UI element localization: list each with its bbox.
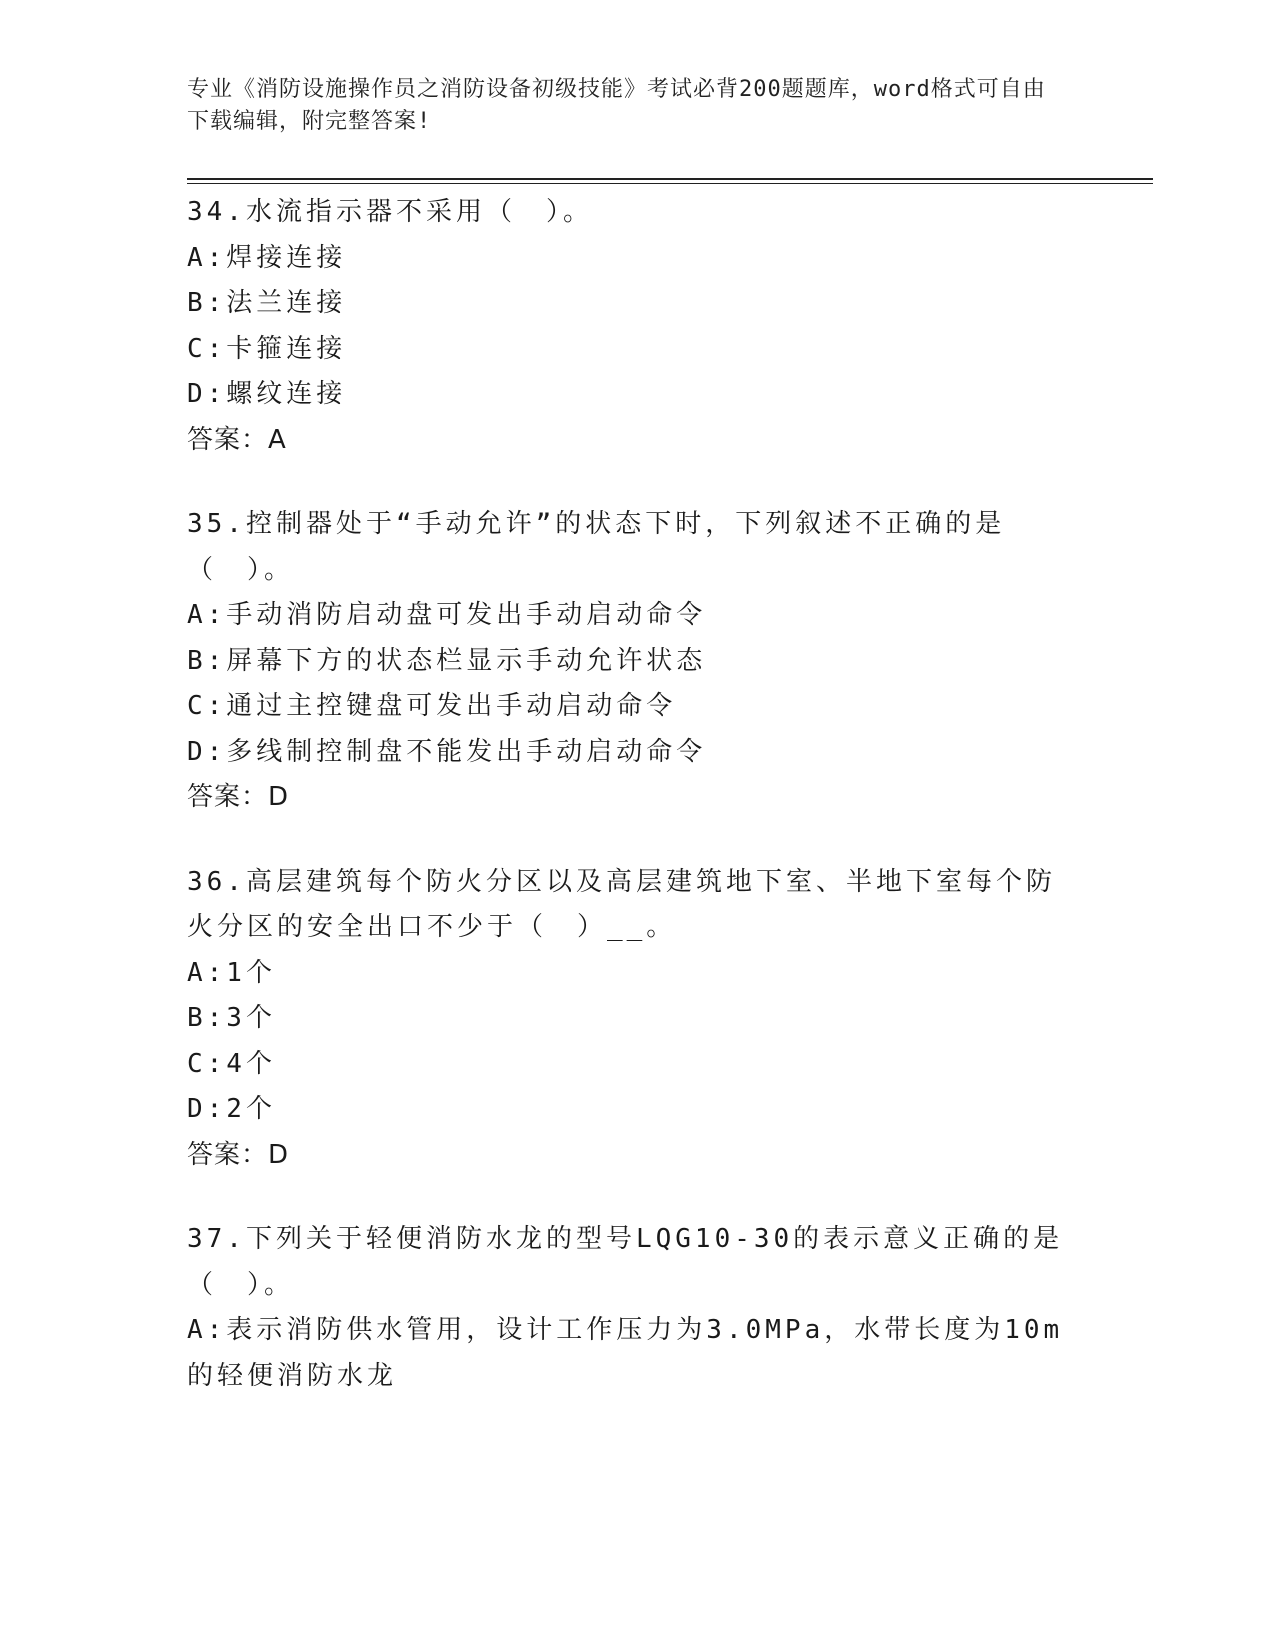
question-text: 35.控制器处于“手动允许”的状态下时，下列叙述不正确的是（ ）。 bbox=[187, 509, 1006, 585]
question-text: 37.下列关于轻便消防水龙的型号LQG10-30的表示意义正确的是（ ）。 bbox=[187, 1224, 1064, 1300]
question-text: 36.高层建筑每个防火分区以及高层建筑地下室、半地下室每个防火分区的安全出口不少于（ ）__。 bbox=[187, 866, 1056, 942]
option-d: D:螺纹连接 bbox=[187, 379, 347, 409]
header-divider-thick bbox=[187, 178, 1153, 180]
option-b: B:3个 bbox=[187, 1003, 276, 1033]
question-37 bbox=[187, 1217, 1087, 1399]
option-d: D:多线制控制盘不能发出手动启动命令 bbox=[187, 736, 707, 767]
option-c: C:卡箍连接 bbox=[187, 333, 347, 364]
document-header bbox=[187, 74, 1067, 138]
option-a: A:手动消防启动盘可发出手动启动命令 bbox=[187, 600, 707, 630]
header-divider-thin bbox=[187, 183, 1153, 184]
option-c: C:通过主控键盘可发出手动启动命令 bbox=[187, 691, 677, 721]
question-text: 34.水流指示器不采用（ ）。 bbox=[187, 197, 593, 227]
option-c: C:4个 bbox=[187, 1048, 276, 1079]
option-a: A:1个 bbox=[187, 957, 276, 988]
option-b: B:屏幕下方的状态栏显示手动允许状态 bbox=[187, 645, 707, 676]
answer-label: 答案：D bbox=[187, 782, 290, 812]
option-a: A:表示消防供水管用，设计工作压力为3.0MPa，水带长度为10m的轻便消防水龙 bbox=[187, 1315, 1064, 1391]
option-b: B:法兰连接 bbox=[187, 288, 347, 318]
question-list bbox=[187, 190, 1087, 1438]
answer-label: 答案：A bbox=[187, 424, 287, 455]
question-34 bbox=[187, 190, 1087, 463]
answer-label: 答案：D bbox=[187, 1139, 290, 1170]
question-36 bbox=[187, 860, 1087, 1179]
question-35 bbox=[187, 502, 1087, 821]
option-d: D:2个 bbox=[187, 1094, 276, 1124]
header-intro-text: 专业《消防设施操作员之消防设备初级技能》考试必背200题题库，word格式可自由下载编辑，附完整答案! bbox=[187, 77, 1046, 134]
option-a: A:焊接连接 bbox=[187, 242, 347, 273]
